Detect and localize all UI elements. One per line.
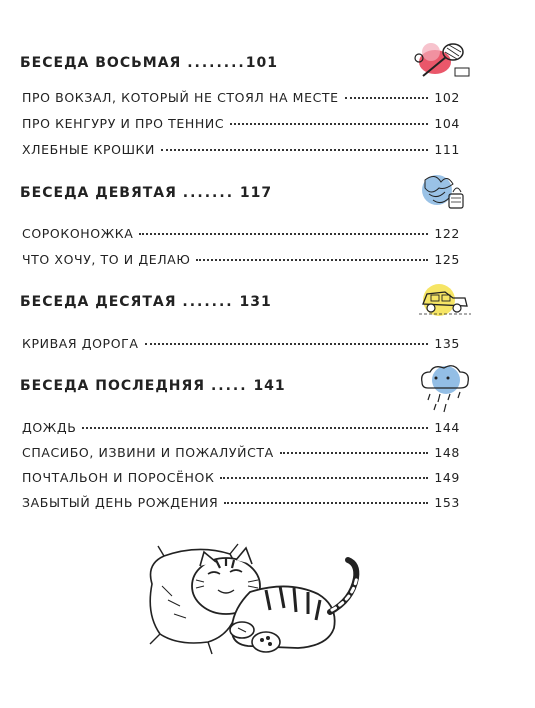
section-page: 131 — [239, 294, 272, 310]
entry-page: 144 — [434, 420, 460, 435]
tennis-racket-icon — [405, 38, 473, 82]
entry-title: ЧТО ХОЧУ, ТО И ДЕЛАЮ — [22, 252, 191, 267]
leader-dots: ....... — [182, 185, 235, 201]
entry-title: ХЛЕБНЫЕ КРОШКИ — [22, 142, 155, 157]
section-heading-10 — [20, 294, 272, 310]
entry-page: 125 — [434, 252, 460, 267]
entry-page: 148 — [434, 445, 460, 460]
toc-entry[interactable] — [22, 470, 460, 485]
section-title: БЕСЕДА ВОСЬМАЯ — [20, 55, 182, 71]
entry-title: ПРО ВОКЗАЛ, КОТОРЫЙ НЕ СТОЯЛ НА МЕСТЕ — [22, 90, 339, 105]
entry-page: 135 — [434, 336, 460, 351]
rain-cloud-icon — [412, 360, 474, 414]
leader-dots — [280, 452, 429, 454]
entry-title: ПРО КЕНГУРУ И ПРО ТЕННИС — [22, 116, 225, 131]
leader-dots: ........ — [187, 55, 246, 71]
section-title: БЕСЕДА ДЕВЯТАЯ — [20, 185, 177, 201]
entry-title: ПОЧТАЛЬОН И ПОРОСЁНОК — [22, 470, 215, 485]
leader-dots — [161, 149, 428, 151]
toc-entry[interactable] — [22, 142, 460, 157]
entry-page: 153 — [434, 495, 460, 510]
section-title: БЕСЕДА ДЕСЯТАЯ — [20, 294, 177, 310]
leader-dots — [220, 477, 428, 479]
leader-dots — [145, 343, 429, 345]
toc-entry[interactable] — [22, 116, 460, 131]
leader-dots — [345, 97, 429, 99]
toy-car-icon — [415, 278, 475, 322]
toc-entry[interactable] — [22, 226, 460, 241]
entry-page: 149 — [434, 470, 460, 485]
entry-page: 102 — [434, 90, 460, 105]
section-heading-9 — [20, 185, 272, 201]
leader-dots — [230, 123, 428, 125]
section-page: 117 — [239, 185, 273, 201]
entry-title: ЗАБЫТЫЙ ДЕНЬ РОЖДЕНИЯ — [22, 495, 219, 510]
sleeping-tiger-illustration — [138, 534, 368, 659]
section-page: 141 — [253, 378, 286, 394]
leader-dots — [196, 259, 428, 261]
toc-entry[interactable] — [22, 445, 460, 460]
leader-dots: ..... — [210, 378, 248, 394]
section-heading-last — [20, 378, 286, 394]
toc-entry[interactable] — [22, 495, 460, 510]
plant-pot-icon — [415, 170, 471, 218]
leader-dots — [82, 427, 428, 429]
toc-entry[interactable] — [22, 252, 460, 267]
toc-entry[interactable] — [22, 420, 460, 435]
toc-entry[interactable] — [22, 90, 460, 105]
section-heading-8 — [20, 55, 278, 71]
entry-page: 122 — [434, 226, 460, 241]
entry-title: СПАСИБО, ИЗВИНИ И ПОЖАЛУЙСТА — [22, 445, 274, 460]
section-page: 101 — [245, 55, 278, 71]
toc-entry[interactable] — [22, 336, 460, 351]
leader-dots — [224, 502, 428, 504]
entry-page: 111 — [434, 142, 460, 157]
entry-title: ДОЖДЬ — [22, 420, 77, 435]
leader-dots: ....... — [182, 294, 234, 310]
entry-title: КРИВАЯ ДОРОГА — [22, 336, 139, 351]
leader-dots — [139, 233, 428, 235]
section-title: БЕСЕДА ПОСЛЕДНЯЯ — [20, 378, 206, 394]
entry-page: 104 — [434, 116, 460, 131]
entry-title: СОРОКОНОЖКА — [22, 226, 134, 241]
